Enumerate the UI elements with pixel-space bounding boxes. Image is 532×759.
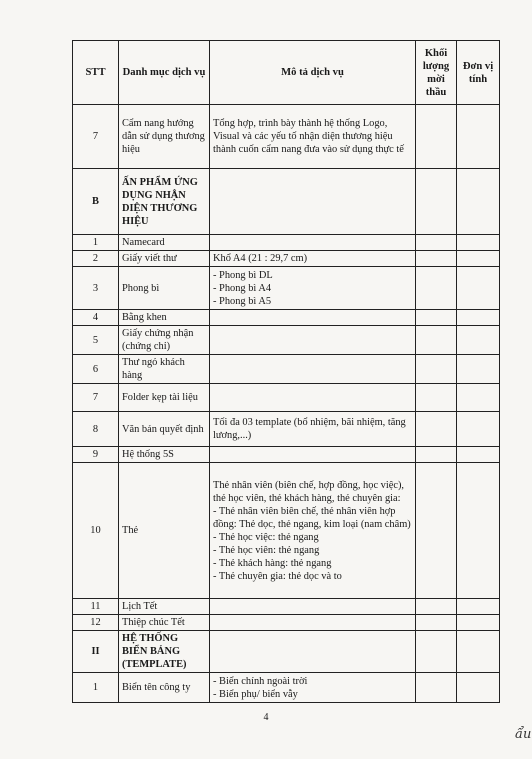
cell-category: HỆ THỐNG BIỂN BẢNG (TEMPLATE) bbox=[119, 631, 210, 673]
cell-quantity bbox=[416, 384, 457, 412]
cell-quantity bbox=[416, 326, 457, 355]
cell-stt: 4 bbox=[73, 310, 119, 326]
service-table bbox=[72, 40, 500, 703]
corner-handwritten-mark: ẩu bbox=[515, 727, 532, 742]
cell-quantity bbox=[416, 355, 457, 384]
table-row bbox=[73, 326, 500, 355]
cell-stt: II bbox=[73, 631, 119, 673]
cell-stt: 10 bbox=[73, 463, 119, 599]
cell-description: Tối đa 03 template (bổ nhiệm, bãi nhiệm, tăng lương,...) bbox=[210, 412, 416, 447]
cell-unit bbox=[457, 615, 500, 631]
cell-description: Tổng hợp, trình bày thành hệ thống Logo, Visual và các yếu tố nhận diện thương hiệu thành cuốn cẩm nang đưa vào sử dụng thực tế bbox=[210, 105, 416, 169]
cell-description: Khổ A4 (21 : 29,7 cm) bbox=[210, 251, 416, 267]
cell-category: Hệ thống 5S bbox=[119, 447, 210, 463]
cell-description bbox=[210, 447, 416, 463]
section-row bbox=[73, 169, 500, 235]
cell-quantity bbox=[416, 412, 457, 447]
table-row bbox=[73, 235, 500, 251]
cell-unit bbox=[457, 599, 500, 615]
cell-quantity bbox=[416, 235, 457, 251]
cell-unit bbox=[457, 267, 500, 310]
cell-unit bbox=[457, 326, 500, 355]
cell-stt: 8 bbox=[73, 412, 119, 447]
cell-unit bbox=[457, 169, 500, 235]
cell-description bbox=[210, 169, 416, 235]
table-row bbox=[73, 673, 500, 703]
cell-quantity bbox=[416, 599, 457, 615]
cell-category: Giấy viết thư bbox=[119, 251, 210, 267]
cell-description bbox=[210, 235, 416, 251]
cell-category: Phong bì bbox=[119, 267, 210, 310]
cell-unit bbox=[457, 447, 500, 463]
cell-unit bbox=[457, 384, 500, 412]
cell-stt: 7 bbox=[73, 384, 119, 412]
cell-description bbox=[210, 631, 416, 673]
cell-category: Thiệp chúc Tết bbox=[119, 615, 210, 631]
cell-quantity bbox=[416, 673, 457, 703]
cell-category: Cẩm nang hướng dẫn sử dụng thương hiệu bbox=[119, 105, 210, 169]
table-row bbox=[73, 463, 500, 599]
cell-unit bbox=[457, 251, 500, 267]
cell-category: Biển tên công ty bbox=[119, 673, 210, 703]
cell-quantity bbox=[416, 463, 457, 599]
cell-category: Bằng khen bbox=[119, 310, 210, 326]
cell-category: Văn bản quyết định bbox=[119, 412, 210, 447]
cell-category: Namecard bbox=[119, 235, 210, 251]
cell-quantity bbox=[416, 615, 457, 631]
cell-quantity bbox=[416, 251, 457, 267]
cell-unit bbox=[457, 355, 500, 384]
header-unit: Đơn vị tính bbox=[457, 41, 500, 105]
cell-quantity bbox=[416, 631, 457, 673]
cell-description: - Biển chính ngoài trời - Biển phụ/ biển vẫy bbox=[210, 673, 416, 703]
header-category: Danh mục dịch vụ bbox=[119, 41, 210, 105]
cell-unit bbox=[457, 673, 500, 703]
cell-quantity bbox=[416, 105, 457, 169]
section-row bbox=[73, 631, 500, 673]
cell-description: Thẻ nhân viên (biên chế, hợp đồng, học việc), thẻ học viên, thẻ khách hàng, thẻ chuyên gia: - Thẻ nhân viên biên chế, thẻ nhân viên hợp đồng: Thẻ dọc, thẻ ngang, kim loại (nam châm) - Thẻ học việc: thẻ ngang - Thẻ học viên: thẻ ngang - Thẻ khách hàng: thẻ ngang - Thẻ chuyên gia: thẻ dọc và to bbox=[210, 463, 416, 599]
cell-description bbox=[210, 384, 416, 412]
table-row bbox=[73, 447, 500, 463]
cell-category: ẤN PHẨM ỨNG DỤNG NHẬN DIỆN THƯƠNG HIỆU bbox=[119, 169, 210, 235]
cell-category: Folder kẹp tài liệu bbox=[119, 384, 210, 412]
table-row bbox=[73, 355, 500, 384]
cell-unit bbox=[457, 105, 500, 169]
cell-description: - Phong bì DL - Phong bì A4 - Phong bì A5 bbox=[210, 267, 416, 310]
table-row bbox=[73, 412, 500, 447]
cell-category: Giấy chứng nhận (chứng chỉ) bbox=[119, 326, 210, 355]
cell-description bbox=[210, 326, 416, 355]
cell-description bbox=[210, 615, 416, 631]
cell-unit bbox=[457, 235, 500, 251]
cell-stt: 2 bbox=[73, 251, 119, 267]
table-row bbox=[73, 310, 500, 326]
cell-stt: 6 bbox=[73, 355, 119, 384]
cell-unit bbox=[457, 463, 500, 599]
cell-stt: 3 bbox=[73, 267, 119, 310]
cell-stt: 7 bbox=[73, 105, 119, 169]
cell-stt: 11 bbox=[73, 599, 119, 615]
cell-unit bbox=[457, 631, 500, 673]
table-row bbox=[73, 615, 500, 631]
page-number: 4 bbox=[263, 712, 269, 723]
cell-stt: 12 bbox=[73, 615, 119, 631]
cell-category: Thẻ bbox=[119, 463, 210, 599]
table-row bbox=[73, 267, 500, 310]
header-quantity: Khối lượng mời thầu bbox=[416, 41, 457, 105]
table-row bbox=[73, 251, 500, 267]
cell-stt: 1 bbox=[73, 235, 119, 251]
table-row bbox=[73, 105, 500, 169]
cell-quantity bbox=[416, 447, 457, 463]
table-row bbox=[73, 384, 500, 412]
cell-stt: 5 bbox=[73, 326, 119, 355]
cell-unit bbox=[457, 412, 500, 447]
header-row bbox=[73, 41, 500, 105]
cell-unit bbox=[457, 310, 500, 326]
cell-category: Lịch Tết bbox=[119, 599, 210, 615]
cell-quantity bbox=[416, 169, 457, 235]
header-stt: STT bbox=[73, 41, 119, 105]
cell-stt: B bbox=[73, 169, 119, 235]
cell-description bbox=[210, 599, 416, 615]
cell-stt: 9 bbox=[73, 447, 119, 463]
cell-category: Thư ngỏ khách hàng bbox=[119, 355, 210, 384]
cell-quantity bbox=[416, 267, 457, 310]
cell-stt: 1 bbox=[73, 673, 119, 703]
cell-description bbox=[210, 310, 416, 326]
cell-description bbox=[210, 355, 416, 384]
table-body bbox=[73, 105, 500, 703]
header-description: Mô tả dịch vụ bbox=[210, 41, 416, 105]
table-row bbox=[73, 599, 500, 615]
cell-quantity bbox=[416, 310, 457, 326]
